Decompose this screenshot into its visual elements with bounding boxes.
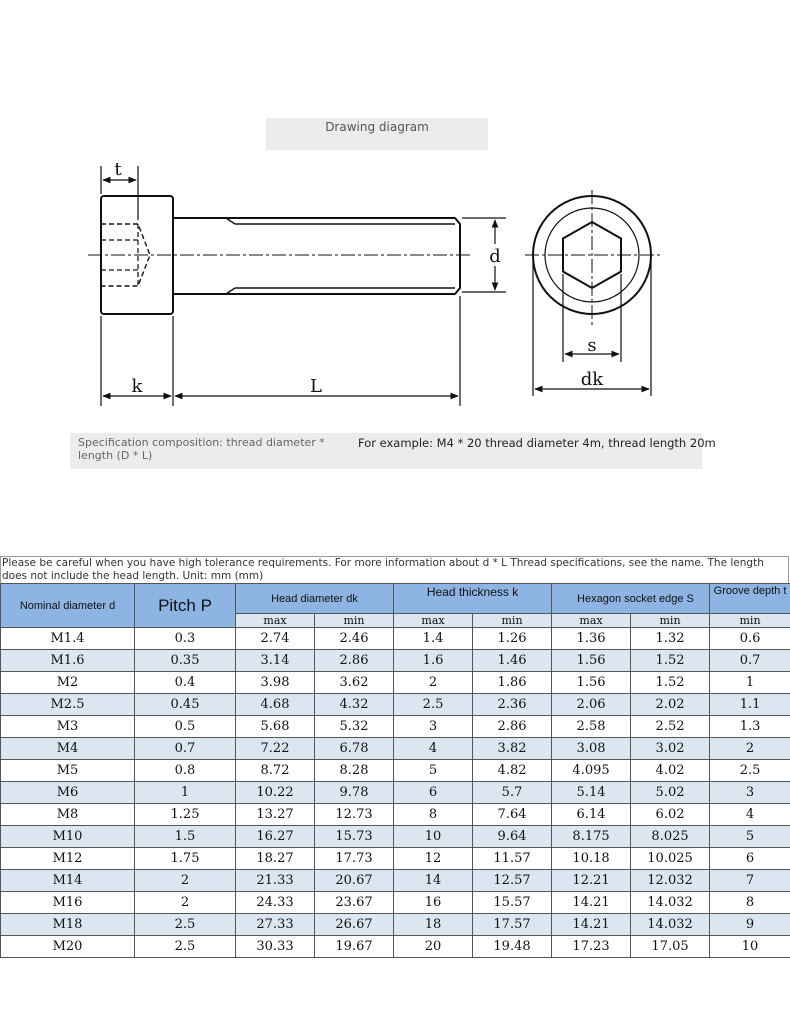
table-cell: 7.22 (236, 738, 315, 760)
table-row (1, 782, 790, 804)
table-cell: 2.74 (236, 628, 315, 650)
table-cell: 2.5 (394, 694, 473, 716)
table-cell: 2 (135, 892, 236, 914)
table-cell: 2.02 (631, 694, 710, 716)
header-nominal-diameter: Nominal diameter d (1, 584, 135, 628)
table-row (1, 760, 790, 782)
table-cell: M10 (1, 826, 135, 848)
label-L: L (310, 376, 322, 397)
table-cell: 0.7 (710, 650, 790, 672)
table-cell: 3.98 (236, 672, 315, 694)
table-cell: 9 (710, 914, 790, 936)
table-cell: 10 (394, 826, 473, 848)
table-cell: 17.23 (552, 936, 631, 958)
table-cell: 1 (710, 672, 790, 694)
label-dk: dk (580, 369, 604, 390)
table-cell: 1.36 (552, 628, 631, 650)
subheader-max: max (236, 614, 315, 628)
label-t: t (114, 159, 122, 180)
table-cell: 13.27 (236, 804, 315, 826)
table-cell: 3.08 (552, 738, 631, 760)
table-cell: 12 (394, 848, 473, 870)
table-cell: 0.3 (135, 628, 236, 650)
table-row (1, 892, 790, 914)
table-cell: 8 (710, 892, 790, 914)
table-cell: 2.36 (473, 694, 552, 716)
subheader-max: max (394, 614, 473, 628)
table-cell: M5 (1, 760, 135, 782)
table-cell: 2.5 (135, 914, 236, 936)
table-cell: 4.82 (473, 760, 552, 782)
table-cell: 19.67 (315, 936, 394, 958)
table-row (1, 672, 790, 694)
table-cell: 1.6 (394, 650, 473, 672)
table-cell: 5.32 (315, 716, 394, 738)
table-row (1, 650, 790, 672)
table-cell: 1.56 (552, 650, 631, 672)
subheader-min: min (710, 614, 790, 628)
spec-composition: Specification composition: thread diameter * length (D * L) (78, 436, 325, 462)
table-cell: M18 (1, 914, 135, 936)
table-cell: 1.52 (631, 650, 710, 672)
table-cell: 4 (710, 804, 790, 826)
table-cell: 12.21 (552, 870, 631, 892)
table-cell: 20 (394, 936, 473, 958)
label-k: k (131, 376, 143, 397)
table-cell: 10.22 (236, 782, 315, 804)
table-cell: 17.05 (631, 936, 710, 958)
header-groove-depth: Groove depth t (710, 584, 790, 614)
table-row (1, 738, 790, 760)
diagram-title: Drawing diagram (266, 118, 488, 150)
spec-table (0, 583, 790, 958)
table-cell: 2.06 (552, 694, 631, 716)
table-cell: 3.02 (631, 738, 710, 760)
table-cell: 5 (710, 826, 790, 848)
table-cell: 1.32 (631, 628, 710, 650)
table-cell: M8 (1, 804, 135, 826)
table-cell: 15.57 (473, 892, 552, 914)
table-cell: 6.14 (552, 804, 631, 826)
table-cell: 10.025 (631, 848, 710, 870)
specification-banner (70, 433, 716, 469)
table-cell: 8.025 (631, 826, 710, 848)
table-cell: 0.4 (135, 672, 236, 694)
table-cell: 27.33 (236, 914, 315, 936)
table-cell: 7.64 (473, 804, 552, 826)
header-pitch: Pitch P (135, 584, 236, 628)
table-cell: M3 (1, 716, 135, 738)
table-cell: 12.032 (631, 870, 710, 892)
table-cell: 3.82 (473, 738, 552, 760)
table-cell: 1 (135, 782, 236, 804)
table-cell: 19.48 (473, 936, 552, 958)
table-cell: 26.67 (315, 914, 394, 936)
table-cell: 14.21 (552, 914, 631, 936)
table-row (1, 870, 790, 892)
table-cell: 1.52 (631, 672, 710, 694)
table-row (1, 628, 790, 650)
table-cell: M1.4 (1, 628, 135, 650)
header-head-diameter: Head diameter dk (236, 584, 394, 614)
table-cell: 5.7 (473, 782, 552, 804)
screw-technical-drawing (0, 150, 790, 410)
table-row (1, 914, 790, 936)
table-cell: 2 (710, 738, 790, 760)
table-cell: 2.5 (135, 936, 236, 958)
table-cell: 9.64 (473, 826, 552, 848)
table-cell: M2.5 (1, 694, 135, 716)
table-cell: 1.3 (710, 716, 790, 738)
table-cell: 6.02 (631, 804, 710, 826)
tolerance-note: Please be careful when you have high tolerance requirements. For more information about d * L Thread specifications, see the name. The length does not include the head length. Unit: mm (mm) (0, 556, 789, 583)
table-cell: 6 (710, 848, 790, 870)
table-cell: 8.175 (552, 826, 631, 848)
table-cell: 16.27 (236, 826, 315, 848)
table-cell: 4.68 (236, 694, 315, 716)
table-cell: 16 (394, 892, 473, 914)
table-row (1, 826, 790, 848)
table-cell: 6 (394, 782, 473, 804)
table-cell: 0.45 (135, 694, 236, 716)
table-cell: 5.14 (552, 782, 631, 804)
table-cell: M2 (1, 672, 135, 694)
table-cell: 1.46 (473, 650, 552, 672)
table-cell: 12.73 (315, 804, 394, 826)
table-row (1, 804, 790, 826)
table-cell: 7 (710, 870, 790, 892)
table-cell: 1.86 (473, 672, 552, 694)
subheader-min: min (631, 614, 710, 628)
table-row (1, 936, 790, 958)
table-row (1, 716, 790, 738)
table-cell: 1.75 (135, 848, 236, 870)
table-cell: 4.02 (631, 760, 710, 782)
table-cell: 8.28 (315, 760, 394, 782)
table-cell: 4.32 (315, 694, 394, 716)
table-cell: 1.1 (710, 694, 790, 716)
table-cell: 10 (710, 936, 790, 958)
table-cell: 15.73 (315, 826, 394, 848)
table-cell: M14 (1, 870, 135, 892)
table-cell: 10.18 (552, 848, 631, 870)
table-cell: 20.67 (315, 870, 394, 892)
table-cell: 3 (394, 716, 473, 738)
spec-example: For example: M4 * 20 thread diameter 4m, thread length 20m (358, 436, 716, 450)
table-cell: 24.33 (236, 892, 315, 914)
table-cell: 30.33 (236, 936, 315, 958)
table-cell: 0.8 (135, 760, 236, 782)
table-cell: 21.33 (236, 870, 315, 892)
table-cell: 0.5 (135, 716, 236, 738)
table-cell: 2.5 (710, 760, 790, 782)
subheader-min: min (315, 614, 394, 628)
table-cell: 8 (394, 804, 473, 826)
table-cell: 1.26 (473, 628, 552, 650)
label-d: d (489, 246, 501, 267)
table-cell: M20 (1, 936, 135, 958)
table-cell: 5.68 (236, 716, 315, 738)
table-cell: 4 (394, 738, 473, 760)
table-cell: 2 (394, 672, 473, 694)
table-cell: 23.67 (315, 892, 394, 914)
table-cell: 3.62 (315, 672, 394, 694)
table-cell: 1.56 (552, 672, 631, 694)
table-row (1, 848, 790, 870)
table-cell: 1.5 (135, 826, 236, 848)
table-row (1, 694, 790, 716)
table-cell: 18 (394, 914, 473, 936)
header-hex-socket: Hexagon socket edge S (552, 584, 710, 614)
table-cell: 2.86 (473, 716, 552, 738)
table-cell: 2.46 (315, 628, 394, 650)
screw-shank-shape (173, 218, 460, 294)
table-cell: 3 (710, 782, 790, 804)
table-cell: 2.58 (552, 716, 631, 738)
subheader-min: min (473, 614, 552, 628)
table-cell: 0.6 (710, 628, 790, 650)
table-cell: 5.02 (631, 782, 710, 804)
table-cell: 9.78 (315, 782, 394, 804)
label-s: s (587, 335, 597, 356)
table-cell: 17.73 (315, 848, 394, 870)
table-cell: 0.7 (135, 738, 236, 760)
table-cell: 4.095 (552, 760, 631, 782)
table-cell: 3.14 (236, 650, 315, 672)
table-cell: 0.35 (135, 650, 236, 672)
table-cell: 14.21 (552, 892, 631, 914)
table-cell: 2.52 (631, 716, 710, 738)
table-cell: M12 (1, 848, 135, 870)
table-cell: M4 (1, 738, 135, 760)
table-cell: 5 (394, 760, 473, 782)
table-cell: 14 (394, 870, 473, 892)
table-cell: M16 (1, 892, 135, 914)
table-cell: 17.57 (473, 914, 552, 936)
table-cell: 12.57 (473, 870, 552, 892)
table-cell: M1.6 (1, 650, 135, 672)
table-cell: 6.78 (315, 738, 394, 760)
table-cell: 11.57 (473, 848, 552, 870)
table-cell: 18.27 (236, 848, 315, 870)
table-cell: 1.25 (135, 804, 236, 826)
table-cell: 2 (135, 870, 236, 892)
table-cell: M6 (1, 782, 135, 804)
table-cell: 14.032 (631, 914, 710, 936)
table-cell: 2.86 (315, 650, 394, 672)
table-cell: 14.032 (631, 892, 710, 914)
table-cell: 1.4 (394, 628, 473, 650)
table-cell: 8.72 (236, 760, 315, 782)
subheader-max: max (552, 614, 631, 628)
header-head-thickness: Head thickness k (394, 584, 552, 614)
